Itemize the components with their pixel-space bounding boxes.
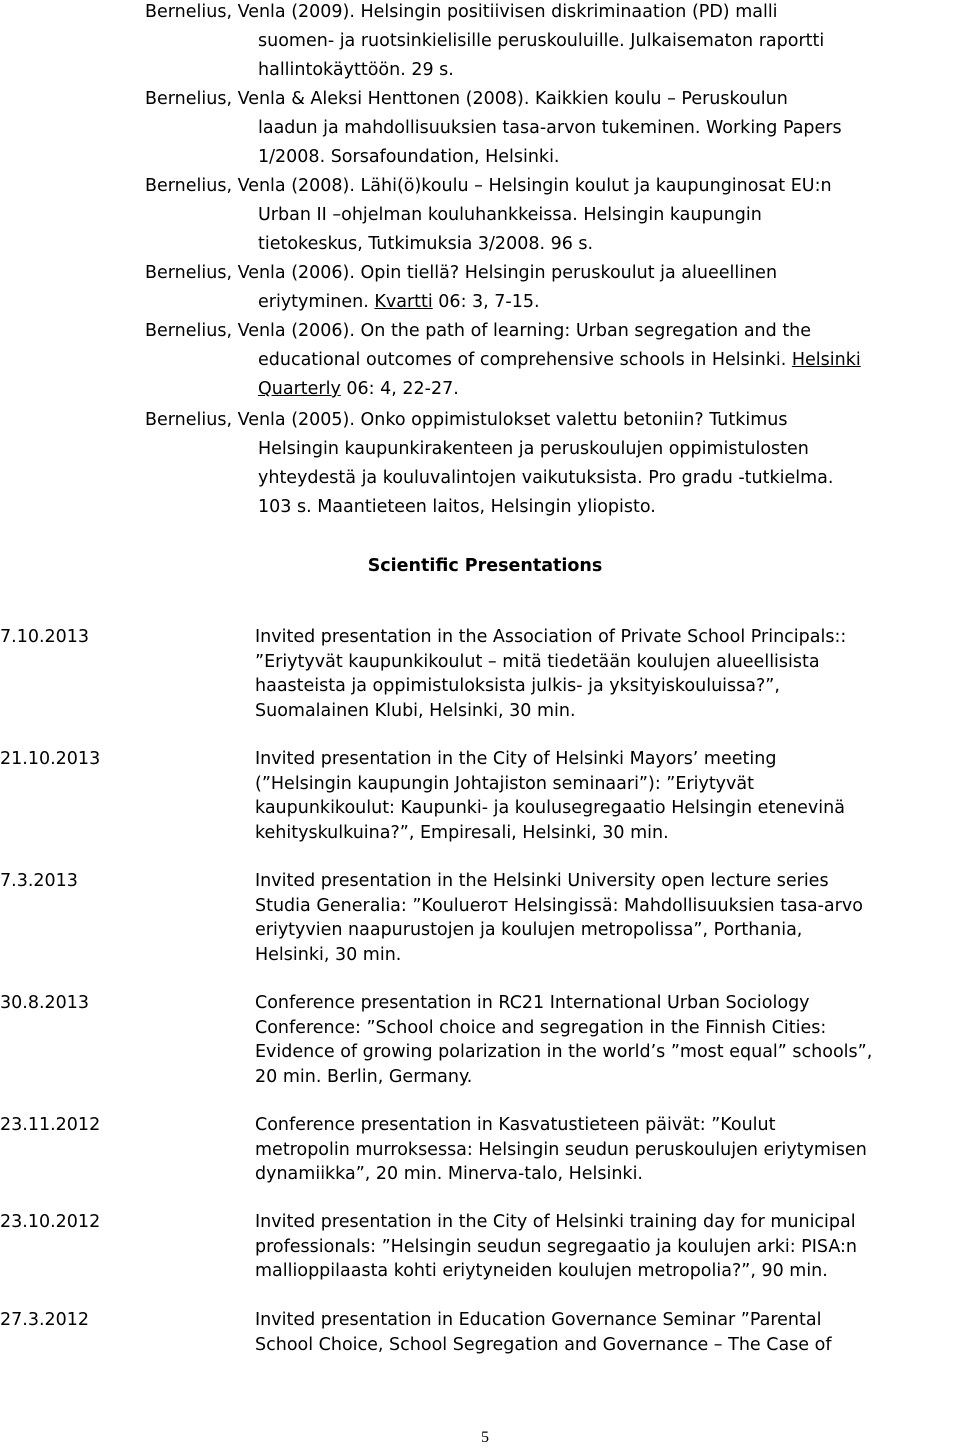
reference-line: Bernelius, Venla (2009). Helsingin positiivisen diskriminaation (PD) malli bbox=[145, 2, 778, 22]
reference-line bbox=[145, 375, 955, 404]
presentation-line: eriytyvien naapurustojen ja koulujen metropolissa”, Porthania, bbox=[255, 920, 803, 940]
reference-text: eriytyminen. bbox=[258, 292, 375, 312]
page-number: 5 bbox=[481, 1429, 489, 1446]
presentation-line: 20 min. Berlin, Germany. bbox=[255, 1066, 473, 1087]
reference-line: 1/2008. Sorsafoundation, Helsinki. bbox=[258, 147, 560, 167]
presentation-description bbox=[255, 1308, 960, 1357]
presentation-line: Invited presentation in Education Governance Seminar ”Parental bbox=[255, 1310, 822, 1330]
presentation-line: professionals: ”Helsingin seudun segregaatio ja koulujen arki: PISA:n bbox=[255, 1236, 857, 1257]
presentation-line: (”Helsingin kaupungin Johtajiston seminaari”): ”Eriytyvät bbox=[255, 773, 754, 794]
presentation-line: dynamiikka”, 20 min. Minerva-talo, Helsinki. bbox=[255, 1164, 643, 1184]
presentation-line: Invited presentation in the Association of Private School Principals:: bbox=[255, 627, 847, 647]
presentation-date: 23.11.2012 bbox=[0, 1115, 101, 1135]
presentation-line: Invited presentation in the City of Helsinki training day for municipal bbox=[255, 1212, 856, 1232]
reference-line: hallintokäyttöön. 29 s. bbox=[258, 60, 454, 80]
presentation-line: Suomalainen Klubi, Helsinki, 30 min. bbox=[255, 700, 576, 721]
presentation-date: 23.10.2012 bbox=[0, 1212, 101, 1232]
presentation-line: haasteista ja oppimistuloksista julkis- ja yksityiskouluissa?”, bbox=[255, 676, 780, 696]
reference-line: Bernelius, Venla (2008). Lähi(ö)koulu – Helsingin koulut ja kaupunginosat EU:n bbox=[145, 176, 832, 196]
presentation-description bbox=[255, 869, 960, 967]
reference-line: Bernelius, Venla (2005). Onko oppimistulokset valettu betoniin? Tutkimus bbox=[145, 410, 788, 430]
presentation-line: Conference: ”School choice and segregation in the Finnish Cities: bbox=[255, 1017, 827, 1038]
presentation-description bbox=[255, 625, 960, 723]
section-heading: Scientific Presentations bbox=[367, 556, 603, 576]
presentation-description bbox=[255, 1210, 960, 1284]
reference-entry bbox=[145, 259, 955, 317]
presentation-date: 30.8.2013 bbox=[0, 993, 90, 1013]
reference-text: 06: 3, 7-15. bbox=[432, 292, 540, 312]
reference-entry bbox=[145, 0, 955, 85]
reference-line: Helsingin kaupunkirakenteen ja peruskoulujen oppimistulosten bbox=[258, 439, 809, 459]
presentation-date: 7.3.2013 bbox=[0, 871, 78, 891]
reference-line: Bernelius, Venla (2006). Opin tiellä? Helsingin peruskoulut ja alueellinen bbox=[145, 263, 778, 283]
presentation-date: 27.3.2012 bbox=[0, 1310, 90, 1330]
presentation-line: Invited presentation in the Helsinki University open lecture series bbox=[255, 871, 829, 891]
presentation-line: Conference presentation in RC21 International Urban Sociology bbox=[255, 993, 810, 1013]
reference-line bbox=[145, 288, 955, 317]
reference-line: 103 s. Maantieteen laitos, Helsingin yliopisto. bbox=[258, 497, 656, 517]
presentation-line: ”Eriytyvät kaupunkikoulut – mitä tiedetään koulujen alueellisista bbox=[255, 651, 820, 672]
presentation-line: School Choice, School Segregation and Governance – The Case of bbox=[255, 1334, 832, 1355]
reference-text: 06: 4, 22-27. bbox=[340, 379, 459, 399]
presentation-line: Invited presentation in the City of Helsinki Mayors’ meeting bbox=[255, 749, 777, 769]
reference-line: yhteydestä ja kouluvalintojen vaikutuksista. Pro gradu -tutkielma. bbox=[258, 468, 834, 488]
presentation-line: Conference presentation in Kasvatustieteen päivät: ”Koulut bbox=[255, 1115, 776, 1135]
reference-entry bbox=[145, 317, 955, 404]
presentation-line: mallioppilaasta kohti eriytyneiden koulujen metropolia?”, 90 min. bbox=[255, 1261, 828, 1281]
reference-line: laadun ja mahdollisuuksien tasa-arvon tukeminen. Working Papers bbox=[258, 118, 842, 138]
presentation-line: Evidence of growing polarization in the world’s ”most equal” schools”, bbox=[255, 1042, 873, 1062]
journal-name: Helsinki bbox=[791, 350, 861, 370]
presentation-date: 21.10.2013 bbox=[0, 749, 101, 769]
reference-line: suomen- ja ruotsinkielisille peruskouluille. Julkaisematon raportti bbox=[258, 31, 825, 51]
reference-line: Urban II –ohjelman kouluhankkeissa. Helsingin kaupungin bbox=[258, 205, 762, 225]
presentation-description bbox=[255, 991, 960, 1089]
reference-line: Bernelius, Venla & Aleksi Henttonen (2008). Kaikkien koulu – Peruskoulun bbox=[145, 89, 788, 109]
presentation-date: 7.10.2013 bbox=[0, 627, 90, 647]
reference-entry bbox=[145, 172, 955, 259]
reference-line: tietokeskus, Tutkimuksia 3/2008. 96 s. bbox=[258, 234, 594, 254]
presentation-line: kaupunkikoulut: Kaupunki- ja koulusegregaatio Helsingin etenevinä bbox=[255, 798, 845, 818]
presentation-line: kehityskulkuina?”, Empiresali, Helsinki, 30 min. bbox=[255, 822, 669, 843]
reference-line: Bernelius, Venla (2006). On the path of learning: Urban segregation and the bbox=[145, 321, 812, 341]
reference-entry bbox=[145, 406, 955, 522]
presentation-line: metropolin murroksessa: Helsingin seudun peruskoulujen eriytymisen bbox=[255, 1139, 867, 1160]
journal-name: Kvartti bbox=[374, 292, 433, 312]
reference-line bbox=[145, 346, 955, 375]
journal-name: Quarterly bbox=[258, 379, 341, 399]
presentation-description bbox=[255, 1113, 960, 1187]
reference-text: educational outcomes of comprehensive schools in Helsinki. bbox=[258, 350, 792, 370]
presentation-line: Studia Generalia: ”Koulueroт Helsingissä: Mahdollisuuksien tasa-arvo bbox=[255, 895, 863, 916]
presentation-description bbox=[255, 747, 960, 845]
presentation-line: Helsinki, 30 min. bbox=[255, 944, 402, 965]
reference-entry bbox=[145, 85, 955, 172]
